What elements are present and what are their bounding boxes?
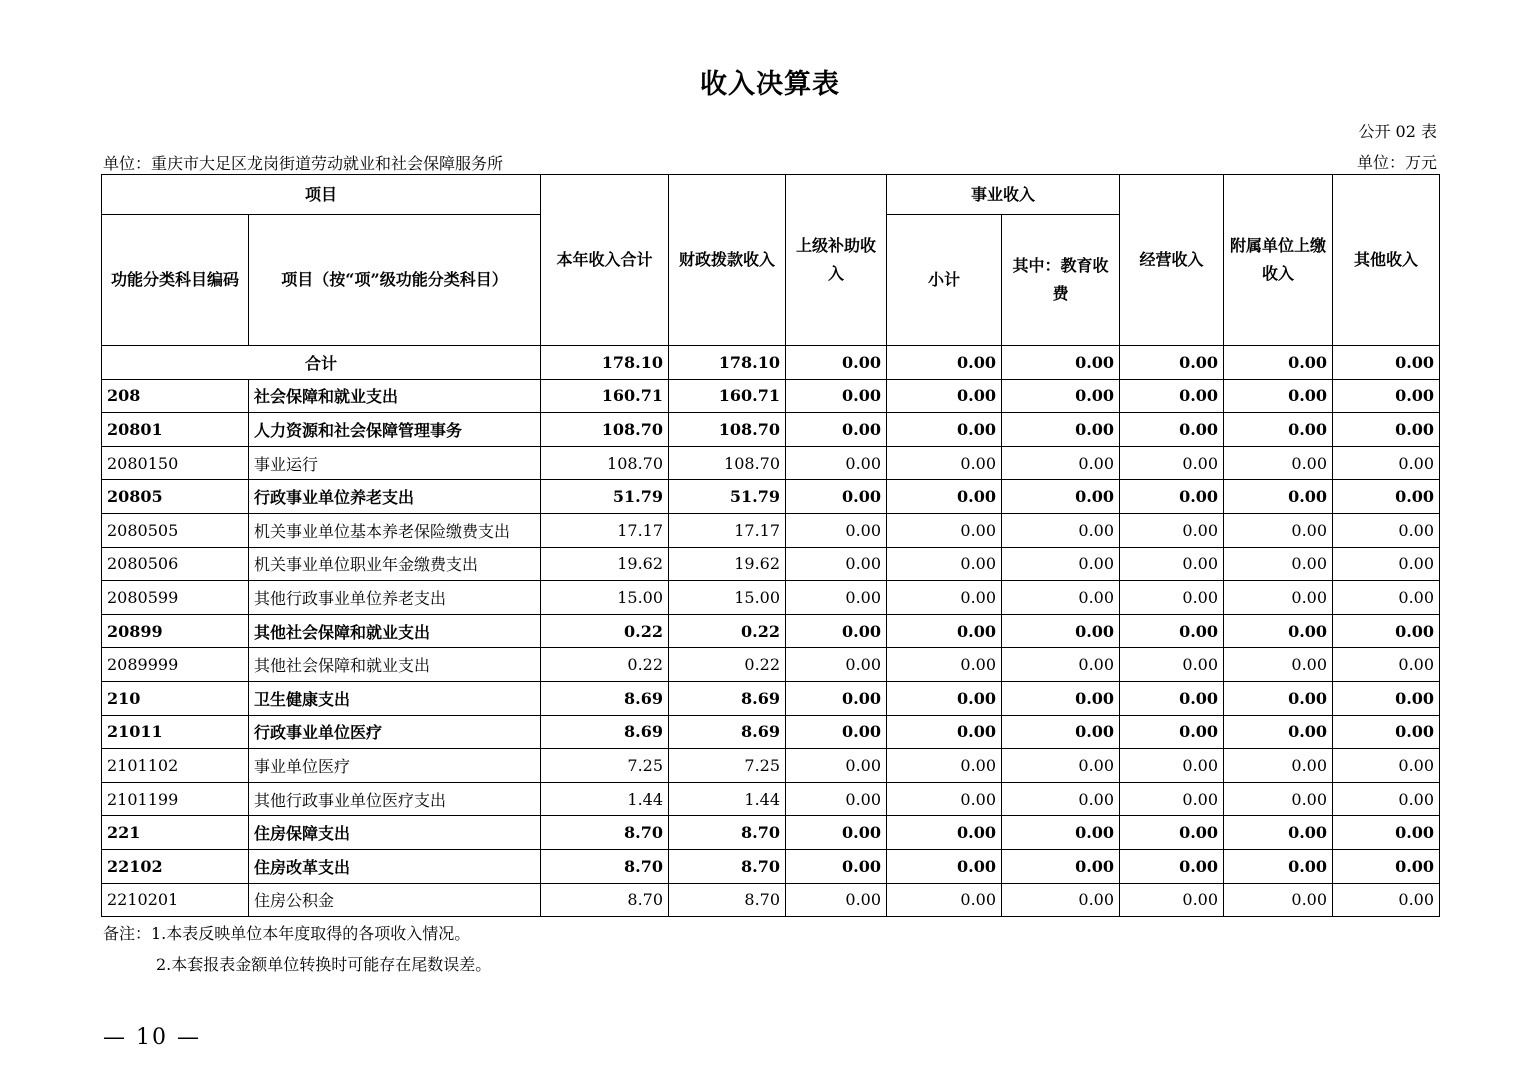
row-value: 0.00 xyxy=(786,883,887,917)
row-value: 0.00 xyxy=(1224,849,1333,883)
row-value: 108.70 xyxy=(541,413,669,447)
row-value: 19.62 xyxy=(669,547,786,581)
row-value: 0.00 xyxy=(887,547,1002,581)
row-value: 0.00 xyxy=(786,547,887,581)
row-value: 0.00 xyxy=(1002,547,1120,581)
row-value: 51.79 xyxy=(669,480,786,514)
total-value: 0.00 xyxy=(1333,346,1440,380)
table-row xyxy=(102,513,1440,547)
row-code: 2080150 xyxy=(102,446,249,480)
row-value: 0.00 xyxy=(1002,782,1120,816)
row-value: 0.00 xyxy=(887,883,1002,917)
row-value: 0.00 xyxy=(1224,715,1333,749)
row-value: 0.00 xyxy=(1333,413,1440,447)
row-value: 0.00 xyxy=(1333,883,1440,917)
row-value: 8.69 xyxy=(541,681,669,715)
row-value: 0.00 xyxy=(1333,681,1440,715)
row-name: 行政事业单位医疗 xyxy=(249,715,541,749)
row-value: 8.70 xyxy=(541,816,669,850)
reporting-unit: 单位：重庆市大足区龙岗街道劳动就业和社会保障服务所 xyxy=(103,154,504,173)
row-code: 22102 xyxy=(102,849,249,883)
row-value: 0.00 xyxy=(1224,480,1333,514)
header-affiliated: 附属单位上缴收入 xyxy=(1224,175,1333,346)
row-value: 0.00 xyxy=(1002,849,1120,883)
row-value: 0.00 xyxy=(887,413,1002,447)
row-name: 行政事业单位养老支出 xyxy=(249,480,541,514)
row-value: 0.22 xyxy=(541,614,669,648)
header-fiscal: 财政拨款收入 xyxy=(669,175,786,346)
row-value: 0.00 xyxy=(786,581,887,615)
row-value: 0.00 xyxy=(887,749,1002,783)
row-value: 7.25 xyxy=(541,749,669,783)
row-code: 2089999 xyxy=(102,648,249,682)
row-value: 15.00 xyxy=(669,581,786,615)
row-value: 0.00 xyxy=(1002,883,1120,917)
row-value: 0.00 xyxy=(1002,581,1120,615)
row-value: 0.00 xyxy=(1120,648,1224,682)
total-value: 0.00 xyxy=(1120,346,1224,380)
table-row xyxy=(102,782,1440,816)
row-value: 0.00 xyxy=(1120,749,1224,783)
row-value: 0.00 xyxy=(887,480,1002,514)
row-value: 0.00 xyxy=(1224,581,1333,615)
row-value: 0.00 xyxy=(1333,379,1440,413)
row-value: 0.00 xyxy=(1002,513,1120,547)
row-value: 0.00 xyxy=(1002,614,1120,648)
table-row xyxy=(102,883,1440,917)
row-value: 1.44 xyxy=(541,782,669,816)
row-value: 108.70 xyxy=(669,446,786,480)
row-value: 0.00 xyxy=(1333,513,1440,547)
row-value: 0.00 xyxy=(887,446,1002,480)
row-value: 0.00 xyxy=(887,648,1002,682)
row-value: 0.00 xyxy=(786,379,887,413)
header-other: 其他收入 xyxy=(1333,175,1440,346)
row-value: 160.71 xyxy=(669,379,786,413)
table-row xyxy=(102,614,1440,648)
row-name: 其他社会保障和就业支出 xyxy=(249,614,541,648)
table-row xyxy=(102,648,1440,682)
total-value: 0.00 xyxy=(786,346,887,380)
row-value: 0.00 xyxy=(1333,614,1440,648)
row-value: 0.22 xyxy=(669,614,786,648)
header-name: 项目（按“项”级功能分类科目） xyxy=(249,215,541,346)
table-row xyxy=(102,681,1440,715)
row-value: 0.00 xyxy=(1120,379,1224,413)
row-value: 0.00 xyxy=(786,681,887,715)
table-row xyxy=(102,816,1440,850)
row-value: 0.00 xyxy=(1120,446,1224,480)
row-value: 0.00 xyxy=(1224,614,1333,648)
row-code: 2080505 xyxy=(102,513,249,547)
header-total: 本年收入合计 xyxy=(541,175,669,346)
row-value: 7.25 xyxy=(669,749,786,783)
row-value: 0.22 xyxy=(669,648,786,682)
row-value: 8.70 xyxy=(541,849,669,883)
table-row xyxy=(102,446,1440,480)
row-code: 2101102 xyxy=(102,749,249,783)
row-code: 2101199 xyxy=(102,782,249,816)
row-value: 0.00 xyxy=(887,581,1002,615)
header-business: 经营收入 xyxy=(1120,175,1224,346)
row-value: 0.00 xyxy=(1120,715,1224,749)
header-item-group: 项目 xyxy=(102,175,541,215)
table-id: 公开 02 表 xyxy=(1358,122,1437,141)
row-value: 0.00 xyxy=(1333,816,1440,850)
total-value: 0.00 xyxy=(1224,346,1333,380)
row-name: 其他社会保障和就业支出 xyxy=(249,648,541,682)
row-code: 20805 xyxy=(102,480,249,514)
row-value: 108.70 xyxy=(669,413,786,447)
row-code: 2210201 xyxy=(102,883,249,917)
row-value: 0.00 xyxy=(887,715,1002,749)
row-value: 8.70 xyxy=(541,883,669,917)
page-number: — 10 — xyxy=(103,1025,201,1050)
row-value: 0.00 xyxy=(1333,715,1440,749)
row-value: 0.00 xyxy=(887,614,1002,648)
header-superior: 上级补助收入 xyxy=(786,175,887,346)
header-career-group: 事业收入 xyxy=(887,175,1120,215)
row-value: 0.00 xyxy=(1120,547,1224,581)
table-row xyxy=(102,581,1440,615)
table-row xyxy=(102,715,1440,749)
total-row xyxy=(102,346,1440,380)
row-value: 8.70 xyxy=(669,883,786,917)
row-code: 20801 xyxy=(102,413,249,447)
row-name: 其他行政事业单位医疗支出 xyxy=(249,782,541,816)
row-code: 20899 xyxy=(102,614,249,648)
row-value: 0.22 xyxy=(541,648,669,682)
header-education: 其中：教育收费 xyxy=(1002,215,1120,346)
total-value: 178.10 xyxy=(669,346,786,380)
row-value: 0.00 xyxy=(887,379,1002,413)
row-value: 0.00 xyxy=(786,413,887,447)
row-value: 0.00 xyxy=(786,614,887,648)
row-code: 2080599 xyxy=(102,581,249,615)
row-value: 0.00 xyxy=(1120,413,1224,447)
row-value: 0.00 xyxy=(1002,379,1120,413)
row-value: 0.00 xyxy=(786,446,887,480)
row-value: 0.00 xyxy=(1333,547,1440,581)
total-value: 0.00 xyxy=(1002,346,1120,380)
row-value: 8.69 xyxy=(669,715,786,749)
row-value: 0.00 xyxy=(1224,446,1333,480)
note-2: 2.本套报表金额单位转换时可能存在尾数误差。 xyxy=(156,955,492,974)
row-value: 1.44 xyxy=(669,782,786,816)
row-value: 0.00 xyxy=(887,681,1002,715)
total-label: 合计 xyxy=(102,346,541,380)
row-value: 0.00 xyxy=(1224,513,1333,547)
row-value: 0.00 xyxy=(1333,581,1440,615)
table-row xyxy=(102,480,1440,514)
header-subtotal: 小计 xyxy=(887,215,1002,346)
row-value: 0.00 xyxy=(1120,816,1224,850)
row-value: 51.79 xyxy=(541,480,669,514)
row-value: 0.00 xyxy=(1002,749,1120,783)
row-name: 卫生健康支出 xyxy=(249,681,541,715)
row-value: 0.00 xyxy=(1224,749,1333,783)
row-value: 108.70 xyxy=(541,446,669,480)
row-value: 17.17 xyxy=(541,513,669,547)
row-value: 8.69 xyxy=(669,681,786,715)
row-value: 0.00 xyxy=(1333,446,1440,480)
row-value: 0.00 xyxy=(1224,379,1333,413)
row-value: 0.00 xyxy=(1120,513,1224,547)
row-name: 其他行政事业单位养老支出 xyxy=(249,581,541,615)
row-value: 0.00 xyxy=(1002,648,1120,682)
table-row xyxy=(102,849,1440,883)
row-value: 0.00 xyxy=(786,648,887,682)
row-value: 0.00 xyxy=(786,749,887,783)
row-value: 0.00 xyxy=(1333,480,1440,514)
row-value: 0.00 xyxy=(1333,749,1440,783)
row-value: 0.00 xyxy=(1120,581,1224,615)
total-value: 178.10 xyxy=(541,346,669,380)
row-value: 0.00 xyxy=(1002,446,1120,480)
row-value: 0.00 xyxy=(1224,413,1333,447)
table-row xyxy=(102,413,1440,447)
row-value: 0.00 xyxy=(786,849,887,883)
note-1: 备注：1.本表反映单位本年度取得的各项收入情况。 xyxy=(103,924,471,943)
row-name: 人力资源和社会保障管理事务 xyxy=(249,413,541,447)
row-name: 机关事业单位基本养老保险缴费支出 xyxy=(249,513,541,547)
row-value: 0.00 xyxy=(1120,614,1224,648)
row-name: 社会保障和就业支出 xyxy=(249,379,541,413)
row-value: 160.71 xyxy=(541,379,669,413)
row-name: 住房保障支出 xyxy=(249,816,541,850)
row-value: 0.00 xyxy=(1333,782,1440,816)
row-value: 0.00 xyxy=(887,849,1002,883)
row-value: 0.00 xyxy=(1120,480,1224,514)
row-name: 住房改革支出 xyxy=(249,849,541,883)
row-value: 0.00 xyxy=(1002,413,1120,447)
row-value: 8.69 xyxy=(541,715,669,749)
row-value: 0.00 xyxy=(1333,648,1440,682)
row-value: 0.00 xyxy=(786,782,887,816)
row-value: 0.00 xyxy=(1333,849,1440,883)
money-unit: 单位：万元 xyxy=(1356,153,1437,172)
table-row xyxy=(102,749,1440,783)
header-code: 功能分类科目编码 xyxy=(102,215,249,346)
row-name: 机关事业单位职业年金缴费支出 xyxy=(249,547,541,581)
row-code: 221 xyxy=(102,816,249,850)
row-value: 0.00 xyxy=(1224,547,1333,581)
row-value: 0.00 xyxy=(1224,648,1333,682)
row-value: 0.00 xyxy=(1002,480,1120,514)
row-value: 0.00 xyxy=(1224,883,1333,917)
income-table xyxy=(101,174,1440,917)
table-row xyxy=(102,379,1440,413)
row-value: 15.00 xyxy=(541,581,669,615)
total-value: 0.00 xyxy=(887,346,1002,380)
table-row xyxy=(102,547,1440,581)
row-value: 0.00 xyxy=(1120,681,1224,715)
row-value: 0.00 xyxy=(1120,883,1224,917)
row-value: 0.00 xyxy=(786,715,887,749)
row-value: 0.00 xyxy=(887,513,1002,547)
row-code: 208 xyxy=(102,379,249,413)
row-value: 8.70 xyxy=(669,849,786,883)
page-title: 收入决算表 xyxy=(700,69,840,100)
row-name: 事业运行 xyxy=(249,446,541,480)
row-value: 0.00 xyxy=(1120,782,1224,816)
row-value: 0.00 xyxy=(1002,715,1120,749)
row-value: 0.00 xyxy=(786,480,887,514)
row-value: 0.00 xyxy=(1224,782,1333,816)
row-value: 0.00 xyxy=(1002,681,1120,715)
row-value: 0.00 xyxy=(786,816,887,850)
row-value: 0.00 xyxy=(887,782,1002,816)
row-value: 0.00 xyxy=(1002,816,1120,850)
row-code: 21011 xyxy=(102,715,249,749)
row-value: 8.70 xyxy=(669,816,786,850)
row-code: 2080506 xyxy=(102,547,249,581)
row-value: 0.00 xyxy=(1224,816,1333,850)
row-value: 0.00 xyxy=(786,513,887,547)
row-value: 17.17 xyxy=(669,513,786,547)
row-value: 0.00 xyxy=(1224,681,1333,715)
row-value: 0.00 xyxy=(887,816,1002,850)
row-name: 住房公积金 xyxy=(249,883,541,917)
row-value: 19.62 xyxy=(541,547,669,581)
row-value: 0.00 xyxy=(1120,849,1224,883)
row-code: 210 xyxy=(102,681,249,715)
row-name: 事业单位医疗 xyxy=(249,749,541,783)
